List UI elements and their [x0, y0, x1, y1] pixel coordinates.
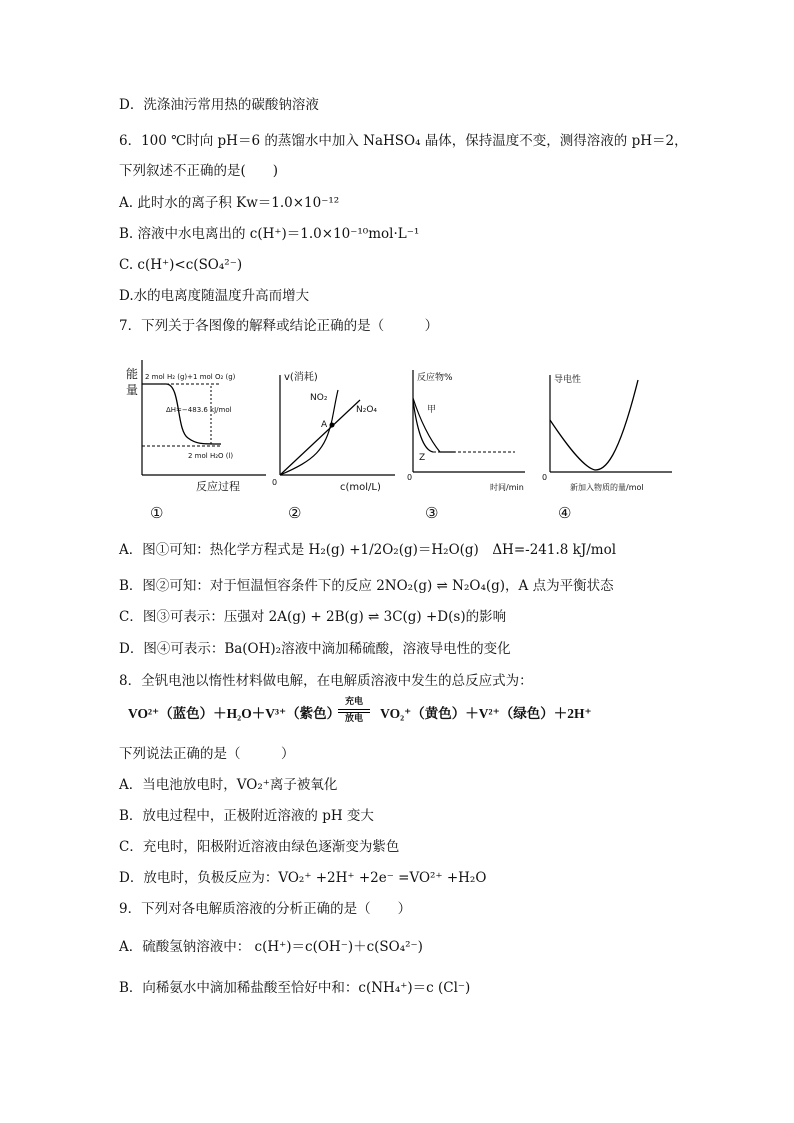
f2-no2-label: NO₂ — [310, 393, 328, 403]
q6-option-c: C. c(H⁺)<c(SO₄²⁻) — [119, 257, 243, 273]
q7-option-c: C．图③可表示：压强对 2A(g) + 2B(g) ⇌ 3C(g) +D(s)的影响 — [119, 609, 507, 625]
reaction-discharge-label: 放电 — [344, 714, 363, 724]
f1-top-label: 2 mol H₂ (g)+1 mol O₂ (g) — [145, 373, 236, 381]
f3-origin: 0 — [407, 473, 413, 482]
f2-xlabel: c(mol/L) — [340, 482, 381, 493]
f1-ylabel-2: 量 — [126, 383, 139, 397]
q8-option-a: A．当电池放电时，VO₂⁺离子被氧化 — [119, 777, 338, 793]
f1-bottom-label: 2 mol H₂O (l) — [188, 452, 234, 460]
f2-origin: 0 — [272, 478, 278, 487]
f3-xlabel: 时间/min — [490, 483, 524, 492]
q6-option-b: B. 溶液中水电离出的 c(H⁺)＝1.0×10⁻¹⁰mol·L⁻¹ — [119, 226, 420, 242]
q7-option-a: A．图①可知：热化学方程式是 H₂(g) +1/2O₂(g)＝H₂O(g) ΔH=-241.8 kJ/mol — [119, 542, 617, 558]
f1-xlabel: 反应过程 — [196, 480, 240, 493]
q7-option-b: B．图②可知：对于恒温恒容条件下的反应 2NO₂(g) ⇌ N₂O₄(g)，A 点为平衡状态 — [119, 578, 614, 594]
q6-stem-2: 下列叙述不正确的是( ) — [119, 163, 279, 179]
q8-option-d: D．放电时，负极反应为：VO₂⁺ +2H⁺ +2e⁻ =VO²⁺ +H₂O — [119, 870, 487, 886]
f2-ylabel: v(消耗) — [284, 372, 318, 383]
q9-option-a: A．硫酸氢钠溶液中： c(H⁺)＝c(OH⁻)＋c(SO₄²⁻) — [119, 939, 423, 955]
figure-2-number: ② — [288, 504, 302, 522]
q6-stem: 6．100 ℃时向 pH＝6 的蒸馏水中加入 NaHSO₄ 晶体，保持温度不变，测得溶液的 pH＝2， — [119, 133, 688, 149]
figure-4-conductivity — [540, 360, 675, 504]
f4-xlabel: 新加入物质的量/mol — [570, 483, 644, 492]
q9-stem: 9．下列对各电解质溶液的分析正确的是（ ） — [119, 901, 412, 917]
figure-2-rate-diagram — [270, 360, 400, 504]
q7-stem: 7．下列关于各图像的解释或结论正确的是（ ） — [119, 318, 439, 334]
f1-ylabel-1: 能 — [126, 367, 139, 381]
figure-1-energy-diagram — [126, 360, 266, 504]
figure-1-number: ① — [150, 504, 164, 522]
figure-3-number: ③ — [425, 504, 439, 522]
reaction-charge-label: 充电 — [344, 697, 363, 707]
q8-option-c: C．充电时，阳极附近溶液由绿色逐渐变为紫色 — [119, 839, 400, 855]
q7-option-d: D．图④可表示：Ba(OH)₂溶液中滴加稀硫酸，溶液导电性的变化 — [119, 641, 511, 657]
q5-option-d: D．洗涤油污常用热的碳酸钠溶液 — [119, 97, 319, 113]
reaction-arrow — [338, 697, 370, 725]
f3-yi-label: Z — [419, 453, 426, 463]
reaction-right: VO₂⁺（黄色）＋V²⁺（绿色）＋2H⁺ — [380, 706, 592, 721]
f4-origin: 0 — [542, 473, 548, 482]
q6-option-a: A. 此时水的离子积 Kw＝1.0×10⁻¹² — [119, 195, 340, 211]
f2-point-a: A — [321, 420, 328, 430]
f3-ylabel: 反应物% — [417, 373, 453, 383]
q6-option-d: D.水的电离度随温度升高而增大 — [119, 288, 310, 304]
figure-4-number: ④ — [558, 504, 572, 522]
q8-stem-2: 下列说法正确的是（ ） — [119, 746, 295, 762]
f1-dh-label: ΔH=−483.6 kJ/mol — [166, 406, 232, 414]
q9-option-b: B．向稀氨水中滴加稀盐酸至恰好中和：c(NH₄⁺)＝c (Cl⁻) — [119, 980, 471, 996]
f3-jia-label: 甲 — [427, 405, 437, 415]
f2-n2o4-label: N₂O₄ — [356, 405, 378, 415]
f4-ylabel: 导电性 — [554, 375, 582, 385]
q8-stem: 8．全钒电池以惰性材料做电解，在电解质溶液中发生的总反应式为： — [119, 673, 533, 689]
figure-3-reactant-time — [405, 360, 530, 504]
q8-option-b: B．放电过程中，正极附近溶液的 pH 变大 — [119, 808, 374, 824]
reaction-left: VO²⁺（蓝色）＋H₂O＋V³⁺（紫色） — [128, 706, 341, 721]
